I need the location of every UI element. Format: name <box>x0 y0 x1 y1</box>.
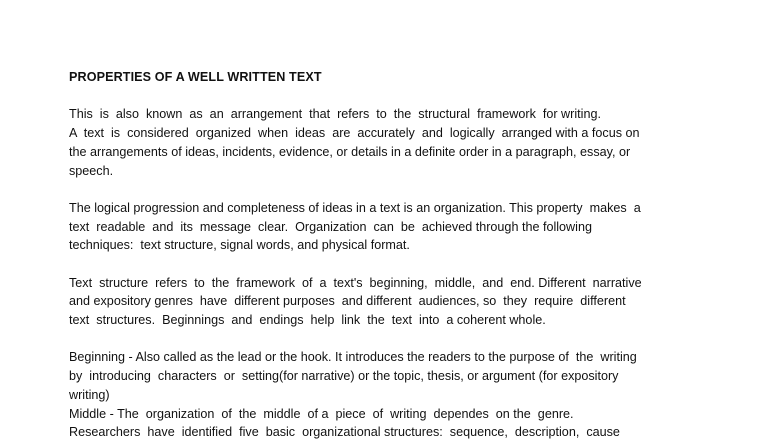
text-line: Middle - The organization of the middle of a piece of writing dependes on the genre. <box>69 406 574 421</box>
text-line: Beginning - Also called as the lead or the hook. It introduces the readers to the purpose of the writing <box>69 350 637 365</box>
text-line: text structures. Beginnings and endings help link the text into a coherent whole. <box>69 313 546 328</box>
text-line: This is also known as an arrangement that refers to the structural framework for writing. <box>69 107 601 122</box>
text-line: and expository genres have different purposes and different audiences, so they require different <box>69 294 626 309</box>
paragraph-beginning-middle <box>69 348 714 442</box>
text-line: The logical progression and completeness of ideas in a text is an organization. This property makes a <box>69 200 641 215</box>
text-line: writing) <box>69 387 110 402</box>
text-line: Text structure refers to the framework of a text's beginning, middle, and end. Different narrative <box>69 275 642 290</box>
paragraph-organization <box>69 199 714 255</box>
text-line: A text is considered organized when ideas are accurately and logically arranged with a focus on <box>69 126 640 141</box>
document-title: PROPERTIES OF A WELL WRITTEN TEXT <box>69 70 322 84</box>
text-line: the arrangements of ideas, incidents, evidence, or details in a definite order in a paragraph, essay, or <box>69 144 631 159</box>
paragraph-text-structure <box>69 274 714 330</box>
text-line: techniques: text structure, signal words, and physical format. <box>69 238 410 253</box>
text-line: speech. <box>69 163 114 178</box>
text-line: by introducing characters or setting(for narrative) or the topic, thesis, or argument (for expository <box>69 369 619 384</box>
text-line: Researchers have identified five basic organizational structures: sequence, description, cause <box>69 425 620 440</box>
document-page <box>69 68 714 442</box>
paragraph-arrangement <box>69 105 714 180</box>
text-line: text readable and its message clear. Organization can be achieved through the following <box>69 219 592 234</box>
